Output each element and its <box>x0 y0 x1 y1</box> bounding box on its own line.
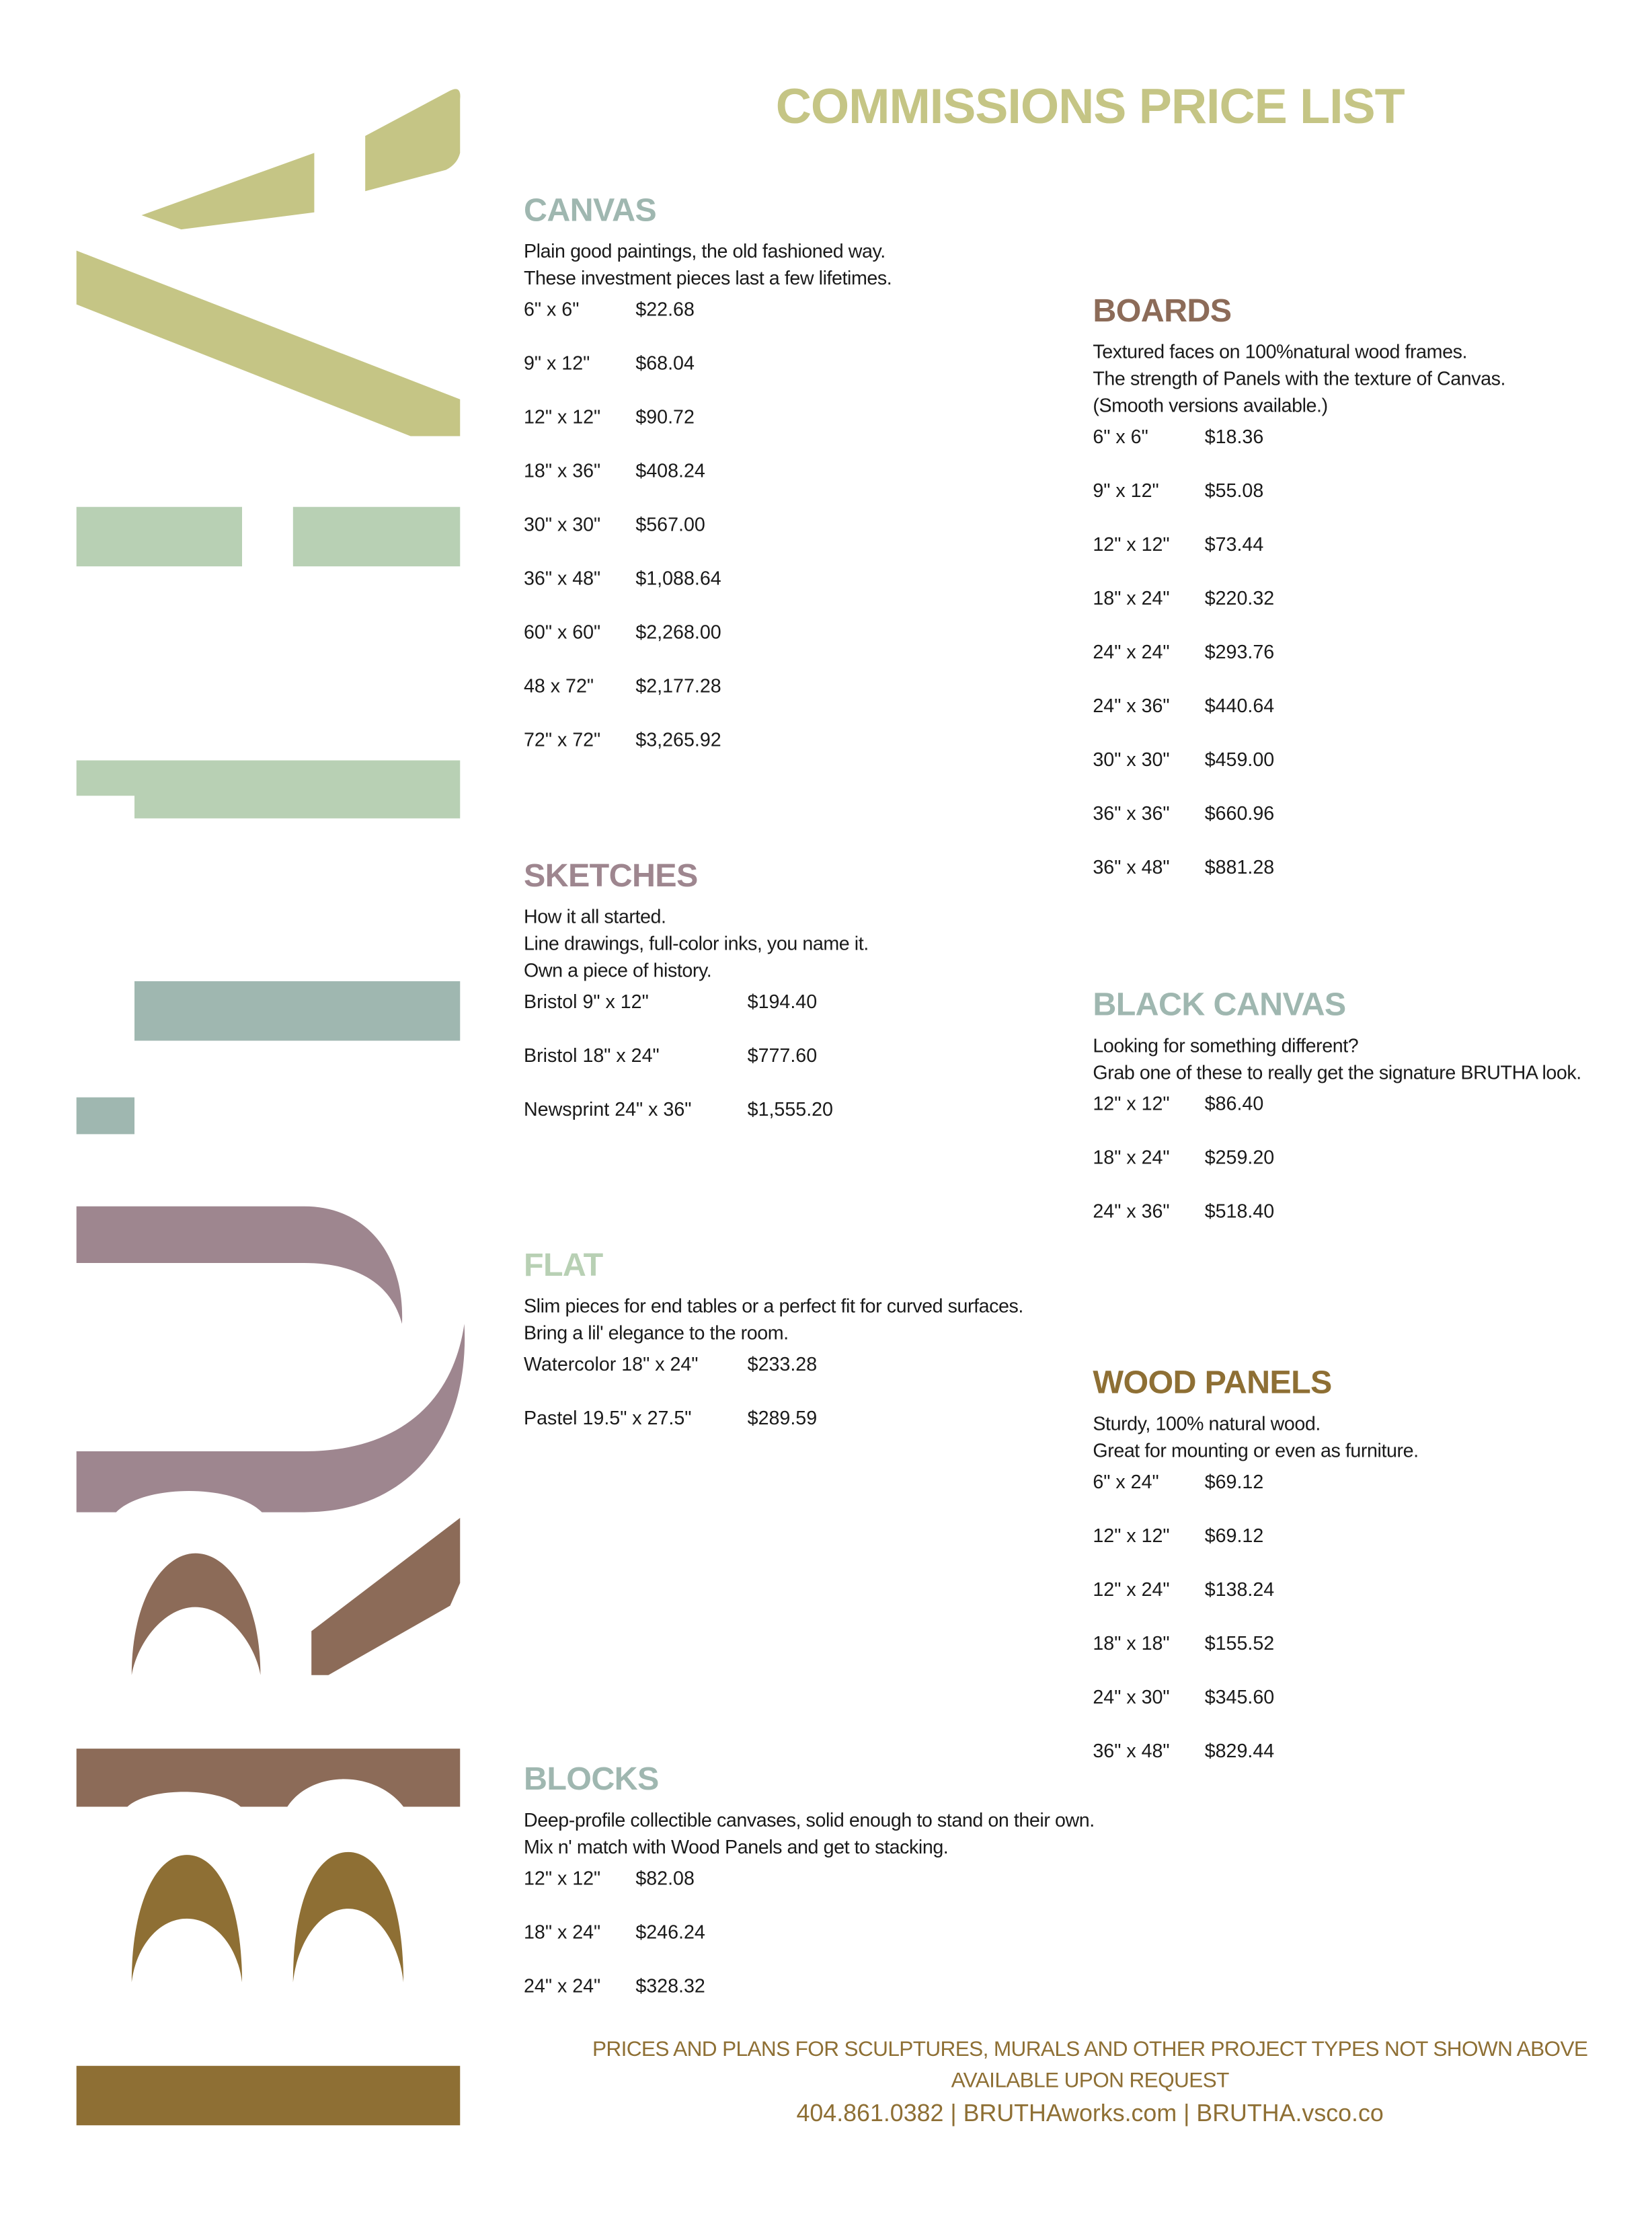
size-label: 12" x 12" <box>1093 1525 1170 1547</box>
price-value: $69.12 <box>1204 1525 1264 1547</box>
price-value: $69.12 <box>1204 1471 1264 1493</box>
price-value: $408.24 <box>635 460 705 482</box>
price-row <box>524 566 892 620</box>
size-label: Pastel 19.5" x 27.5" <box>523 1407 692 1429</box>
price-row <box>1093 586 1505 640</box>
section-heading: FLAT <box>523 1246 603 1283</box>
price-row <box>524 1044 869 1098</box>
size-label: 18" x 24" <box>523 1921 601 1943</box>
logo-letter-t-green <box>77 761 461 818</box>
size-label: 18" x 18" <box>1093 1632 1170 1654</box>
price-row <box>524 1098 869 1151</box>
price-row <box>1093 1577 1418 1631</box>
price-table <box>1093 1469 1418 1792</box>
price-value: $155.52 <box>1204 1632 1275 1654</box>
price-value: $246.24 <box>635 1921 705 1943</box>
size-label: 72" x 72" <box>523 729 601 751</box>
price-row <box>524 512 892 566</box>
description-line: Looking for something different? <box>1093 1035 1359 1057</box>
page-title: COMMISSIONS PRICE LIST <box>775 79 1405 135</box>
section-description <box>524 903 869 984</box>
size-label: Newsprint 24" x 36" <box>523 1098 692 1120</box>
description-line: Mix n' match with Wood Panels and get to stacking. <box>523 1836 949 1858</box>
price-value: $660.96 <box>1204 802 1275 825</box>
price-row <box>1093 533 1505 586</box>
size-label: 24" x 30" <box>1093 1686 1170 1708</box>
price-row <box>524 1352 1023 1406</box>
size-label: 24" x 36" <box>1093 695 1170 717</box>
price-row <box>524 1866 1095 1920</box>
price-row <box>524 990 869 1044</box>
size-label: 18" x 24" <box>1093 1147 1170 1168</box>
size-label: 30" x 30" <box>523 514 601 535</box>
description-line: Line drawings, full-color inks, you name it. <box>523 933 869 955</box>
price-value: $233.28 <box>747 1353 818 1375</box>
section-flat <box>524 1245 1023 1460</box>
section-heading: BLOCKS <box>523 1760 659 1797</box>
size-label: 60" x 60" <box>523 621 601 643</box>
size-label: Bristol 9" x 12" <box>523 991 649 1013</box>
size-label: 12" x 12" <box>523 406 601 428</box>
price-value: $777.60 <box>747 1044 818 1067</box>
price-value: $138.24 <box>1204 1578 1275 1601</box>
size-label: 12" x 12" <box>1093 533 1170 556</box>
price-row <box>1093 694 1505 748</box>
size-label: 18" x 36" <box>523 460 601 482</box>
price-value: $2,177.28 <box>635 675 721 697</box>
size-label: 9" x 12" <box>523 352 590 374</box>
section-description <box>524 1293 1023 1346</box>
size-label: 36" x 48" <box>523 568 601 589</box>
price-value: $345.60 <box>1204 1686 1275 1708</box>
price-table <box>524 297 892 781</box>
price-value: $829.44 <box>1204 1740 1275 1762</box>
size-label: 9" x 12" <box>1093 480 1159 502</box>
size-label: 24" x 24" <box>523 1975 601 1997</box>
section-heading: SKETCHES <box>523 856 698 894</box>
price-row <box>1093 1469 1418 1523</box>
section-heading: WOOD PANELS <box>1093 1363 1332 1401</box>
price-value: $22.68 <box>635 299 695 320</box>
description-line: Plain good paintings, the old fashioned way. <box>523 240 886 262</box>
price-row <box>1093 1092 1581 1145</box>
description-line: Great for mounting or even as furniture. <box>1093 1440 1419 1461</box>
price-value: $459.00 <box>1204 749 1275 771</box>
price-row <box>524 1406 1023 1460</box>
price-row <box>1093 1145 1581 1199</box>
size-label: Bristol 18" x 24" <box>523 1044 660 1067</box>
price-table <box>1093 1092 1581 1253</box>
logo-letter-h <box>77 507 461 566</box>
price-row <box>1093 425 1505 479</box>
price-table <box>1093 425 1505 909</box>
price-row <box>524 674 892 728</box>
price-value: $328.32 <box>635 1975 705 1997</box>
size-label: 36" x 48" <box>1093 1740 1170 1762</box>
size-label: 12" x 12" <box>523 1868 601 1889</box>
description-line: Deep-profile collectible canvases, solid enough to stand on their own. <box>523 1809 1095 1831</box>
description-line: How it all started. <box>523 906 666 928</box>
price-row <box>524 728 892 781</box>
description-line: Sturdy, 100% natural wood. <box>1093 1413 1321 1434</box>
price-row <box>1093 1738 1418 1792</box>
price-row <box>1093 748 1505 802</box>
price-row <box>524 351 892 405</box>
price-value: $82.08 <box>635 1868 695 1889</box>
section-heading: BOARDS <box>1093 291 1232 329</box>
price-row <box>524 620 892 674</box>
price-table <box>524 990 869 1151</box>
price-value: $567.00 <box>635 514 705 535</box>
size-label: 24" x 24" <box>1093 641 1170 663</box>
price-row <box>1093 1685 1418 1738</box>
description-line: (Smooth versions available.) <box>1093 395 1328 416</box>
price-row <box>1093 1199 1581 1253</box>
price-value: $194.40 <box>747 991 818 1013</box>
price-row <box>1093 479 1505 533</box>
size-label: 36" x 36" <box>1093 802 1170 825</box>
price-value: $289.59 <box>747 1407 818 1429</box>
price-value: $90.72 <box>635 406 695 428</box>
description-line: Own a piece of history. <box>523 960 712 982</box>
price-row <box>1093 640 1505 694</box>
size-label: 6" x 24" <box>1093 1471 1159 1493</box>
logo-letter-a <box>77 89 461 436</box>
footer-line-2: AVAILABLE UPON REQUEST <box>951 2068 1229 2093</box>
description-line: Textured faces on 100%natural wood frames. <box>1093 341 1468 362</box>
price-row <box>524 459 892 512</box>
price-value: $18.36 <box>1204 426 1264 448</box>
price-row <box>524 1974 1095 2028</box>
section-heading: BLACK CANVAS <box>1093 985 1346 1023</box>
logo-letter-t <box>77 981 461 1134</box>
price-row <box>524 297 892 351</box>
price-value: $259.20 <box>1204 1147 1275 1168</box>
description-line: The strength of Panels with the texture of Canvas. <box>1093 368 1506 389</box>
section-canvas <box>524 190 892 781</box>
description-line: These investment pieces last a few lifetimes. <box>523 267 892 289</box>
price-value: $73.44 <box>1204 533 1264 556</box>
price-row <box>524 1920 1095 1974</box>
section-description <box>524 238 892 292</box>
section-boards <box>1093 291 1505 909</box>
price-row <box>1093 1631 1418 1685</box>
price-value: $68.04 <box>635 352 695 374</box>
price-row <box>1093 802 1505 855</box>
footer-line-1: PRICES AND PLANS FOR SCULPTURES, MURALS AND OTHER PROJECT TYPES NOT SHOWN ABOVE <box>592 2037 1588 2062</box>
price-value: $2,268.00 <box>635 621 721 643</box>
price-value: $881.28 <box>1204 856 1275 878</box>
section-description <box>1093 1410 1418 1464</box>
size-label: 36" x 48" <box>1093 856 1170 878</box>
section-sketches <box>524 855 869 1151</box>
price-value: $220.32 <box>1204 587 1275 609</box>
price-row <box>1093 1523 1418 1577</box>
price-value: $1,555.20 <box>747 1098 833 1120</box>
footer-note <box>510 2034 1652 2097</box>
size-label: 30" x 30" <box>1093 749 1170 771</box>
price-value: $440.64 <box>1204 695 1275 717</box>
section-description <box>1093 1032 1581 1086</box>
section-description <box>524 1806 1095 1860</box>
logo-letter-b <box>77 1852 461 2125</box>
description-line: Bring a lil' elegance to the room. <box>523 1322 789 1344</box>
description-line: Grab one of these to really get the signature BRUTHA look. <box>1093 1062 1581 1083</box>
price-value: $86.40 <box>1204 1093 1264 1114</box>
size-label: 6" x 6" <box>523 299 580 320</box>
section-wood-panels <box>1093 1362 1418 1792</box>
price-value: $1,088.64 <box>635 568 721 589</box>
description-line: Slim pieces for end tables or a perfect fit for curved surfaces. <box>523 1295 1023 1317</box>
footer-contact: 404.861.0382 | BRUTHAworks.com | BRUTHA.vsco.co <box>796 2100 1384 2127</box>
price-table <box>524 1352 1023 1460</box>
logo-letter-u <box>77 1207 465 1513</box>
price-row <box>1093 855 1505 909</box>
size-label: Watercolor 18" x 24" <box>523 1353 699 1375</box>
section-blocks <box>524 1759 1095 2028</box>
size-label: 18" x 24" <box>1093 587 1170 609</box>
price-value: $518.40 <box>1204 1200 1275 1222</box>
size-label: 24" x 36" <box>1093 1200 1170 1222</box>
price-value: $293.76 <box>1204 641 1275 663</box>
price-table <box>524 1866 1095 2028</box>
price-value: $55.08 <box>1204 480 1264 502</box>
brutha-logo <box>0 0 481 2220</box>
size-label: 48 x 72" <box>523 675 594 697</box>
size-label: 12" x 24" <box>1093 1578 1170 1601</box>
size-label: 6" x 6" <box>1093 426 1148 448</box>
section-black-canvas <box>1093 984 1581 1253</box>
price-row <box>524 405 892 459</box>
section-description <box>1093 338 1505 419</box>
size-label: 12" x 12" <box>1093 1093 1170 1114</box>
price-value: $3,265.92 <box>635 729 721 751</box>
logo-letter-r <box>77 1518 461 1807</box>
section-heading: CANVAS <box>523 191 657 228</box>
